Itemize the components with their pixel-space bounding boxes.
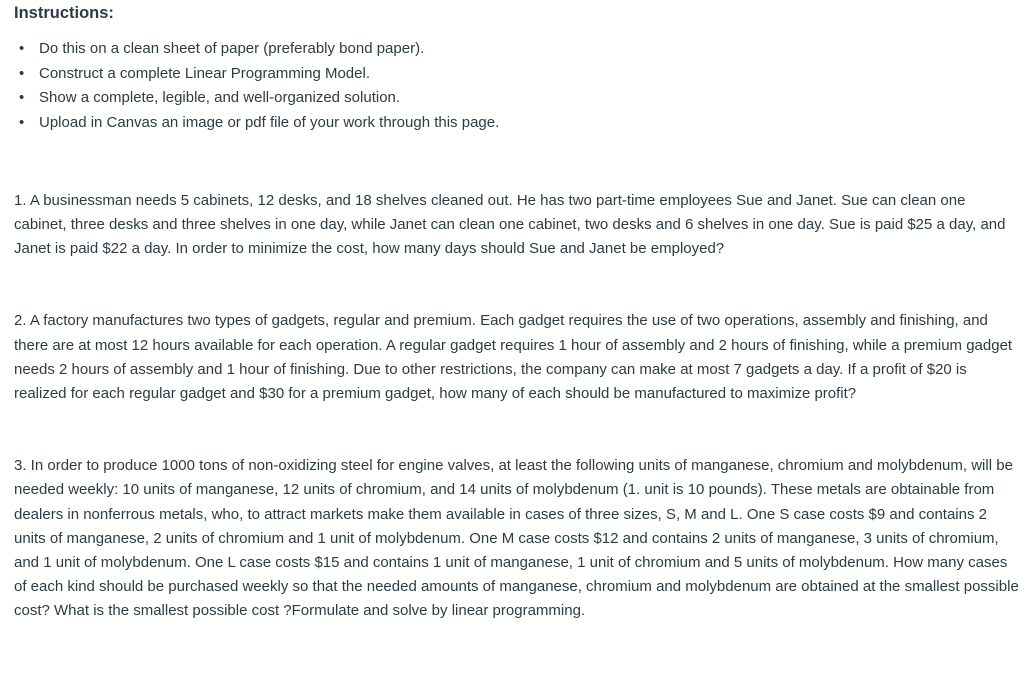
bullet-icon: •	[19, 64, 25, 82]
instructions-heading: Instructions:	[14, 4, 114, 22]
bullet-icon: •	[19, 89, 25, 107]
bullet-icon: •	[19, 114, 25, 132]
problem-2: 2. A factory manufactures two types of gadgets, regular and premium. Each gadget requires the use of two operations, assembly and finishing, and there are at most 12 hours available for each operation. A regular gadget requires 1 hour of assembly and 2 hours of finishing, while a premium gadget needs 2 hours of assembly and 1 hour of finishing. Due to other restrictions, the company can make at most 7 gadgets a day. If a profit of $20 is realized for each regular gadget and $30 for a premium gadget, how many of each should be manufactured to maximize profit?	[14, 312, 1013, 403]
instruction-item	[19, 86, 1019, 111]
instruction-item	[19, 37, 1019, 62]
instruction-text: Do this on a clean sheet of paper (preferably bond paper).	[39, 40, 425, 57]
instruction-text: Construct a complete Linear Programming Model.	[39, 64, 370, 82]
problem-1: 1. A businessman needs 5 cabinets, 12 desks, and 18 shelves cleaned out. He has two part-time employees Sue and Janet. Sue can clean one cabinet, three desks and three shelves in one day, while Janet can clean one cabinet, two desks and 6 shelves in one day. Sue is paid $25 a day, and Janet is paid $22 a day. In order to minimize the cost, how many days should Sue and Janet be employed?	[14, 191, 1006, 258]
instruction-item	[19, 62, 1019, 87]
instruction-item	[19, 111, 1019, 136]
instruction-text: Show a complete, legible, and well-organized solution.	[39, 89, 401, 107]
instructions-list	[14, 37, 1019, 136]
instruction-text: Upload in Canvas an image or pdf file of your work through this page.	[39, 114, 500, 132]
problem-3: 3. In order to produce 1000 tons of non-oxidizing steel for engine valves, at least the following units of manganese, chromium and molybdenum, will be needed weekly: 10 units of manganese, 12 units of chromium, and 14 units of molybdenum (1. unit is 10 pounds). These metals are obtainable from dealers in nonferrous metals, who, to attract markets make them available in cases of three sizes, S, M and L. One S case costs $9 and contains 2 units of manganese, 2 units of chromium and 1 unit of molybdenum. One M case costs $12 and contains 2 units of manganese, 3 units of chromium, and 1 unit of molybdenum. One L case costs $15 and contains 1 unit of manganese, 1 unit of chromium and 5 units of molybdenum. How many cases of each kind should be purchased weekly so that the needed amounts of manganese, chromium and molybdenum are obtained at the smallest possible cost? What is the smallest possible cost ?Formulate and solve by linear programming.	[14, 457, 1019, 620]
bullet-icon: •	[19, 40, 25, 57]
